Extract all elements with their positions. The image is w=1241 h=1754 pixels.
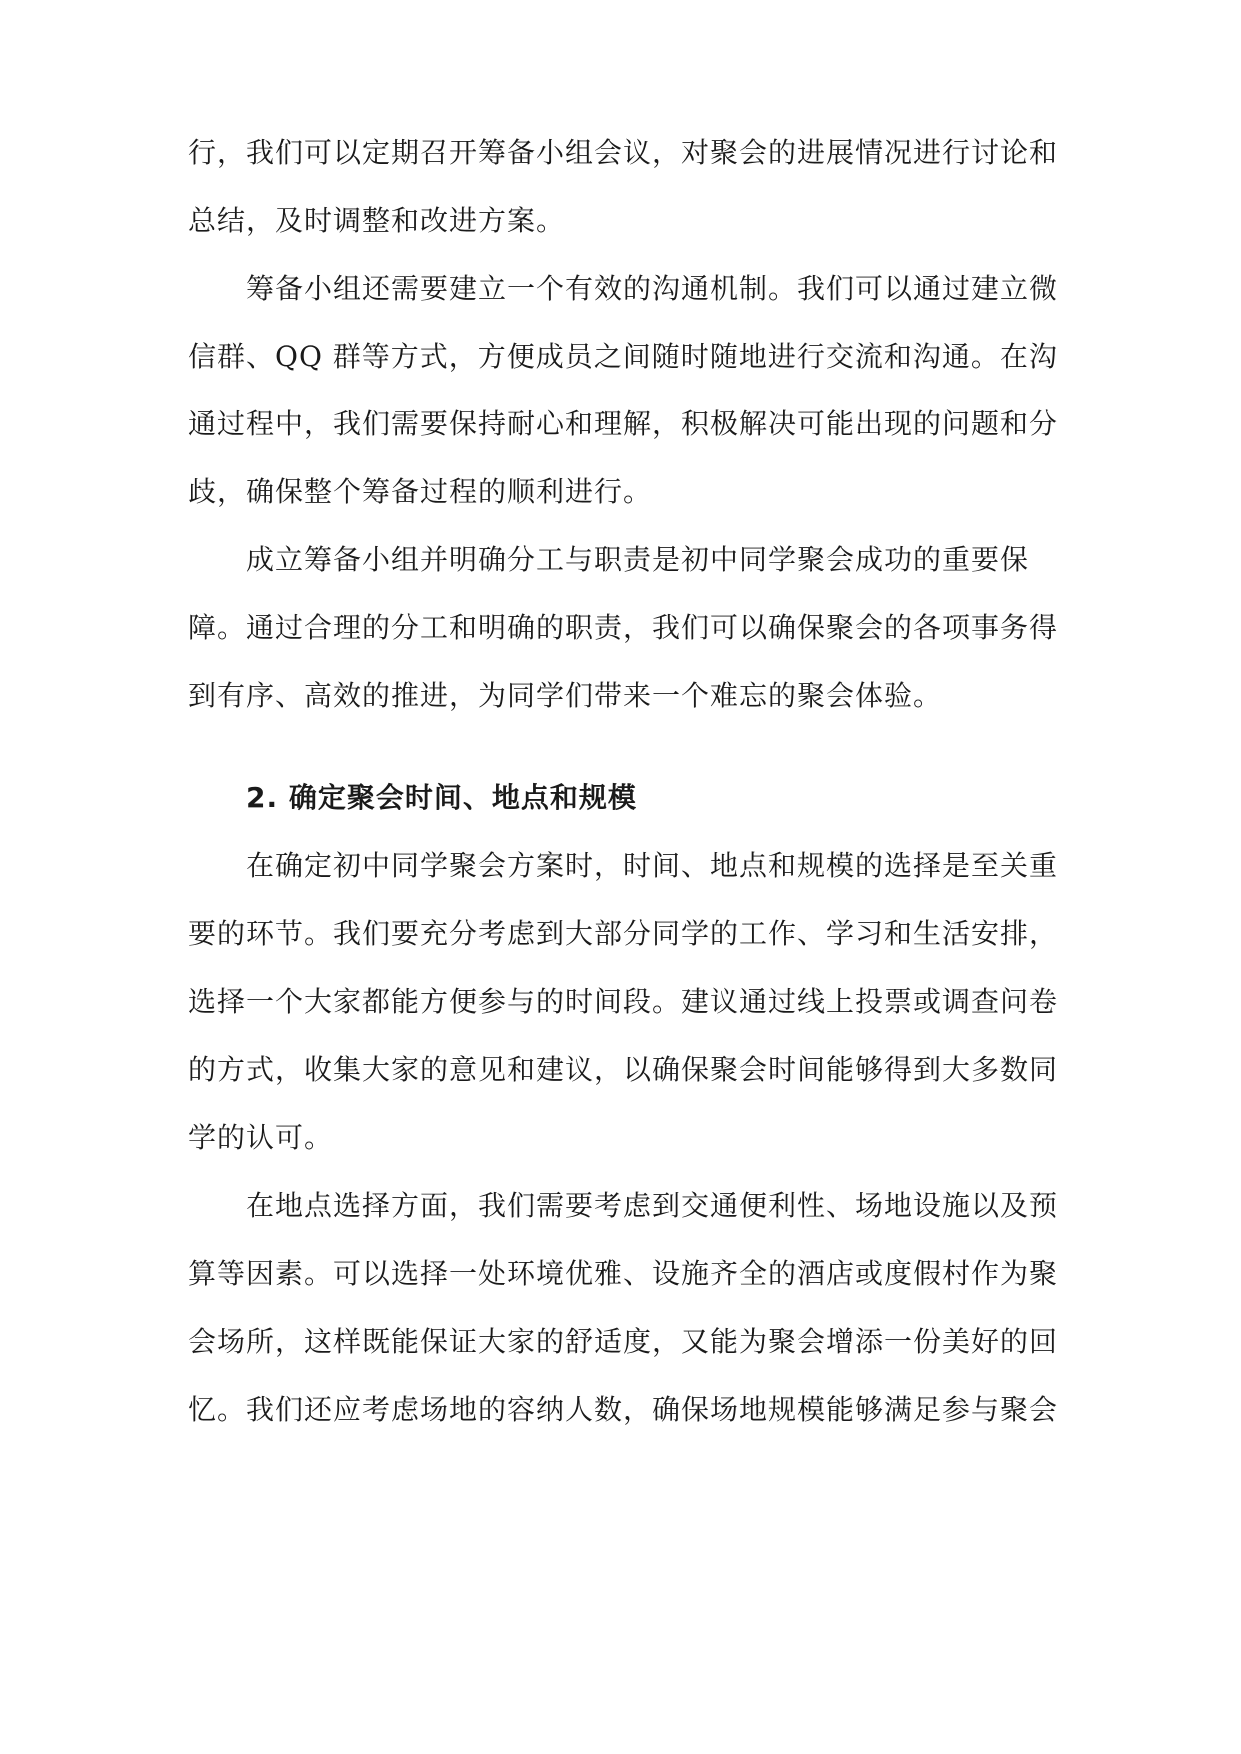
paragraph-line: 筹备小组还需要建立一个有效的沟通机制。我们可以通过建立微 [246, 272, 1059, 305]
paragraph-line: 行，我们可以定期召开筹备小组会议，对聚会的进展情况进行讨论和 [188, 136, 1059, 169]
paragraph-line: 到有序、高效的推进，为同学们带来一个难忘的聚会体验。 [188, 679, 943, 712]
section-heading: 2. 确定聚会时间、地点和规模 [246, 781, 637, 814]
paragraph-line: 忆。我们还应考虑场地的容纳人数，确保场地规模能够满足参与聚会 [188, 1393, 1059, 1426]
paragraph-line: 总结，及时调整和改进方案。 [188, 204, 566, 237]
paragraph-line: 歧，确保整个筹备过程的顺利进行。 [188, 475, 653, 508]
paragraph-line: 在地点选择方面，我们需要考虑到交通便利性、场地设施以及预 [246, 1189, 1059, 1222]
paragraph-line: 学的认可。 [188, 1121, 334, 1154]
paragraph-line: 信群、QQ 群等方式，方便成员之间随时随地进行交流和沟通。在沟 [188, 340, 1058, 373]
paragraph-line: 算等因素。可以选择一处环境优雅、设施齐全的酒店或度假村作为聚 [188, 1257, 1059, 1290]
paragraph-line: 要的环节。我们要充分考虑到大部分同学的工作、学习和生活安排， [188, 917, 1059, 950]
paragraph-line: 通过程中，我们需要保持耐心和理解，积极解决可能出现的问题和分 [188, 407, 1059, 440]
paragraph-line: 成立筹备小组并明确分工与职责是初中同学聚会成功的重要保 [246, 543, 1030, 576]
paragraph-line: 选择一个大家都能方便参与的时间段。建议通过线上投票或调查问卷 [188, 985, 1059, 1018]
paragraph-line: 会场所，这样既能保证大家的舒适度，又能为聚会增添一份美好的回 [188, 1325, 1059, 1358]
paragraph-line: 的方式，收集大家的意见和建议，以确保聚会时间能够得到大多数同 [188, 1053, 1059, 1086]
paragraph-line: 障。通过合理的分工和明确的职责，我们可以确保聚会的各项事务得 [188, 611, 1059, 644]
paragraph-line: 在确定初中同学聚会方案时，时间、地点和规模的选择是至关重 [246, 849, 1059, 882]
